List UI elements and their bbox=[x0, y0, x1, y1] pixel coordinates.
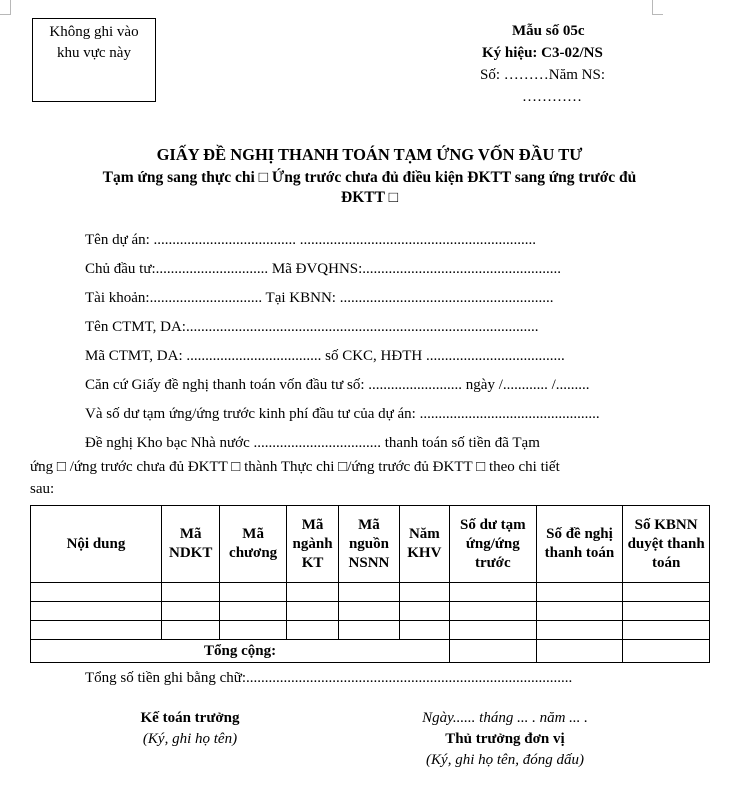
total-label: Tổng cộng: bbox=[31, 640, 450, 663]
form-serial-dots: ………… bbox=[522, 89, 582, 105]
table-cell[interactable] bbox=[286, 621, 338, 640]
field-project-name[interactable]: Tên dự án: ...................................... ............................................................... bbox=[85, 232, 537, 248]
field-request-treasury[interactable]: Đề nghị Kho bạc Nhà nước .................................. thanh toán số tiền đã Tạm bbox=[85, 435, 540, 451]
head-of-unit-title: Thủ trưởng đơn vị bbox=[445, 731, 565, 747]
document-title: GIẤY ĐỀ NGHỊ THANH TOÁN TẠM ỨNG VỐN ĐẦU TƯ bbox=[156, 145, 583, 164]
margin-corner-mark bbox=[0, 0, 11, 15]
request-continuation-2: sau: bbox=[30, 481, 55, 497]
document-subtitle-1: Tạm ứng sang thực chi □ Ứng trước chưa đủ điều kiện ĐKTT sang ứng trước đủ bbox=[102, 169, 637, 186]
col-header-balance: Số dư tạm ứng/ứng trước bbox=[450, 506, 537, 583]
col-header-chapter: Mã chương bbox=[220, 506, 286, 583]
table-cell[interactable] bbox=[161, 602, 219, 621]
total-request-cell[interactable] bbox=[536, 640, 623, 663]
table-cell[interactable] bbox=[31, 621, 162, 640]
field-program-name[interactable]: Tên CTMT, DA:.............................................................................................. bbox=[85, 319, 539, 335]
table-cell[interactable] bbox=[450, 621, 537, 640]
col-header-sector: Mã ngành KT bbox=[286, 506, 338, 583]
table-cell[interactable] bbox=[623, 602, 710, 621]
table-total-row bbox=[31, 640, 710, 663]
table-row bbox=[31, 583, 710, 602]
total-balance-cell[interactable] bbox=[450, 640, 537, 663]
col-header-approved: Số KBNN duyệt thanh toán bbox=[623, 506, 710, 583]
field-amount-in-words[interactable]: Tổng số tiền ghi bằng chữ:....................................................................................... bbox=[85, 670, 573, 686]
field-program-code[interactable]: Mã CTMT, DA: .................................... số CKC, HĐTH ..................................... bbox=[85, 348, 565, 364]
col-header-ndkt: Mã NDKT bbox=[161, 506, 219, 583]
table-cell[interactable] bbox=[220, 583, 286, 602]
table-cell[interactable] bbox=[399, 602, 449, 621]
table-cell[interactable] bbox=[31, 602, 162, 621]
table-cell[interactable] bbox=[339, 621, 399, 640]
table-cell[interactable] bbox=[399, 583, 449, 602]
col-header-request: Số đề nghị thanh toán bbox=[536, 506, 623, 583]
request-continuation-1: ứng □ /ứng trước chưa đủ ĐKTT □ thành Thực chi □/ứng trước đủ ĐKTT □ theo chi tiết bbox=[30, 459, 560, 475]
table-cell[interactable] bbox=[286, 583, 338, 602]
document-subtitle-2: ĐKTT □ bbox=[341, 189, 398, 206]
table-cell[interactable] bbox=[536, 621, 623, 640]
field-investor[interactable]: Chủ đầu tư:.............................. Mã ĐVQHNS:..................................................... bbox=[85, 261, 562, 277]
table-cell[interactable] bbox=[399, 621, 449, 640]
table-cell[interactable] bbox=[161, 583, 219, 602]
table-cell[interactable] bbox=[286, 602, 338, 621]
table-cell[interactable] bbox=[450, 602, 537, 621]
form-symbol: Ký hiệu: C3-02/NS bbox=[482, 45, 603, 61]
table-cell[interactable] bbox=[161, 621, 219, 640]
table-cell[interactable] bbox=[220, 602, 286, 621]
form-serial-year: Số: ………Năm NS: bbox=[480, 67, 606, 83]
signature-date-line[interactable]: Ngày...... tháng ... . năm ... . bbox=[422, 710, 588, 726]
margin-corner-mark bbox=[652, 0, 663, 15]
table-cell[interactable] bbox=[536, 602, 623, 621]
head-of-unit-note: (Ký, ghi họ tên, đóng dấu) bbox=[426, 752, 584, 768]
chief-accountant-title: Kế toán trưởng bbox=[140, 710, 240, 726]
table-cell[interactable] bbox=[339, 583, 399, 602]
table-cell[interactable] bbox=[450, 583, 537, 602]
total-approved-cell[interactable] bbox=[623, 640, 710, 663]
chief-accountant-note: (Ký, ghi họ tên) bbox=[142, 731, 238, 747]
field-account[interactable]: Tài khoản:.............................. Tại KBNN: ......................................................... bbox=[85, 290, 554, 306]
table-cell[interactable] bbox=[623, 583, 710, 602]
table-cell[interactable] bbox=[536, 583, 623, 602]
form-info bbox=[470, 20, 680, 108]
table-row bbox=[31, 621, 710, 640]
table-cell[interactable] bbox=[31, 583, 162, 602]
reserved-area-text-1: Không ghi vào bbox=[49, 24, 139, 40]
field-advance-balance[interactable]: Và số dư tạm ứng/ứng trước kinh phí đầu tư của dự án: ................................................ bbox=[85, 406, 600, 422]
table-row bbox=[31, 602, 710, 621]
reserved-area-text-2: khu vực này bbox=[57, 45, 131, 61]
payment-table bbox=[30, 505, 710, 663]
table-cell[interactable] bbox=[220, 621, 286, 640]
col-header-source: Mã nguồn NSNN bbox=[339, 506, 399, 583]
table-cell[interactable] bbox=[339, 602, 399, 621]
form-number: Mẫu số 05c bbox=[512, 23, 585, 39]
table-cell[interactable] bbox=[623, 621, 710, 640]
field-based-on-request[interactable]: Căn cứ Giấy đề nghị thanh toán vốn đầu tư số: ......................... ngày /............ /......... bbox=[85, 377, 590, 393]
reserved-area-box bbox=[32, 18, 156, 102]
col-header-year: Năm KHV bbox=[399, 506, 449, 583]
table-header-row bbox=[31, 506, 710, 583]
col-header-content: Nội dung bbox=[31, 506, 162, 583]
